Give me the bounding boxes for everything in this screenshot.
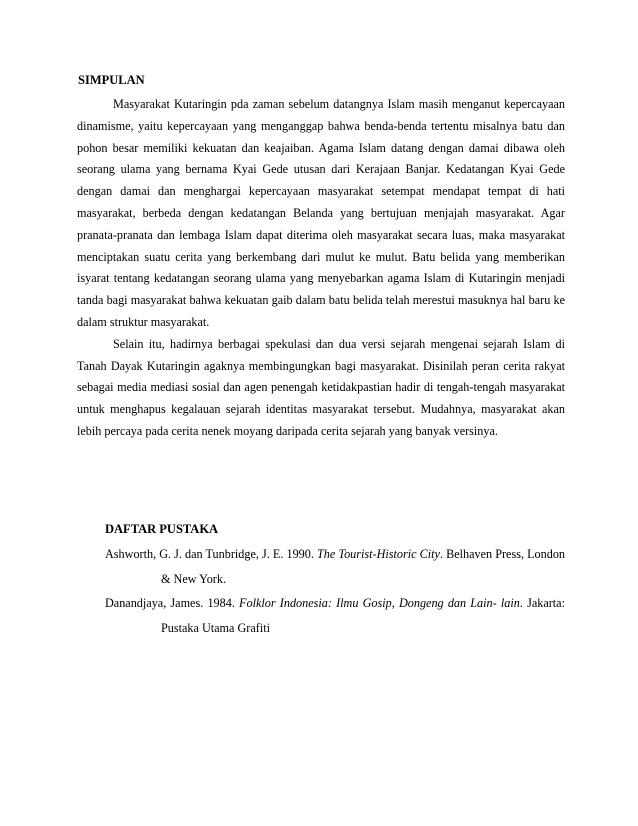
reference-publisher: . Belhaven Press, London & New York. [161, 547, 566, 586]
paragraph: Selain itu, hadirnya berbagai spekulasi dan dua versi sejarah mengenai sejarah Islam di Tanah Dayak Kutaringin agaknya membingungkan bagi masyarakat. Disinilah peran cerita rakyat sebagai media mediasi sosial dan agen penengah ketidakpastian hadir di tengah-tengah masyarakat untuk menghapus kegalauan sejarah identitas masyarakat tersebut. Mudahnya, masyarakat akan lebih percaya pada cerita nenek moyang daripada cerita sejarah yang banyak versinya. [77, 336, 565, 438]
section-title-simpulan: SIMPULAN [78, 73, 145, 87]
simpulan-body [77, 94, 565, 443]
section-title-daftar-pustaka: DAFTAR PUSTAKA [105, 522, 219, 536]
reference-author-year: Danandjaya, James. 1984. [105, 596, 240, 610]
reference-list [105, 542, 565, 640]
reference-entry [105, 591, 565, 640]
reference-entry [105, 542, 565, 591]
paragraph: Masyarakat Kutaringin pda zaman sebelum datangnya Islam masih menganut kepercayaan dinamisme, yaitu kepercayaan yang menganggap bahwa benda-benda tertentu misalnya batu dan pohon besar memiliki kekuatan dan keajaiban. Agama Islam datang dengan damai dibawa oleh seorang ulama yang bernama Kyai Gede utusan dari Kerajaan Banjar. Kedatangan Kyai Gede dengan damai dan menghargai kepercayaan masyarakat setempat mendapat tempat di hati masyarakat, berbeda dengan kedatangan Belanda yang bertujuan menjajah masyarakat. Agar pranata-pranata dan lembaga Islam dapat diterima oleh masyarakat secara luas, maka masyarakat menciptakan suatu cerita yang berkembang dari mulut ke mulut. Batu belida yang memberikan isyarat tentang kedatangan seorang ulama yang menyebarkan agama Islam di Kutaringin menjadi tanda bagi masyarakat bahwa kekuatan gaib dalam batu belida telah merestui masuknya hal baru ke dalam struktur masyarakat. [77, 97, 565, 329]
reference-publisher: . Jakarta: Pustaka Utama Grafiti [161, 596, 565, 635]
reference-title: Folklor Indonesia: Ilmu Gosip, Dongeng dan Lain- lain [239, 596, 520, 610]
reference-author-year: Ashworth, G. J. dan Tunbridge, J. E. 1990. [105, 547, 318, 561]
reference-title: The Tourist-Historic City [317, 547, 440, 561]
